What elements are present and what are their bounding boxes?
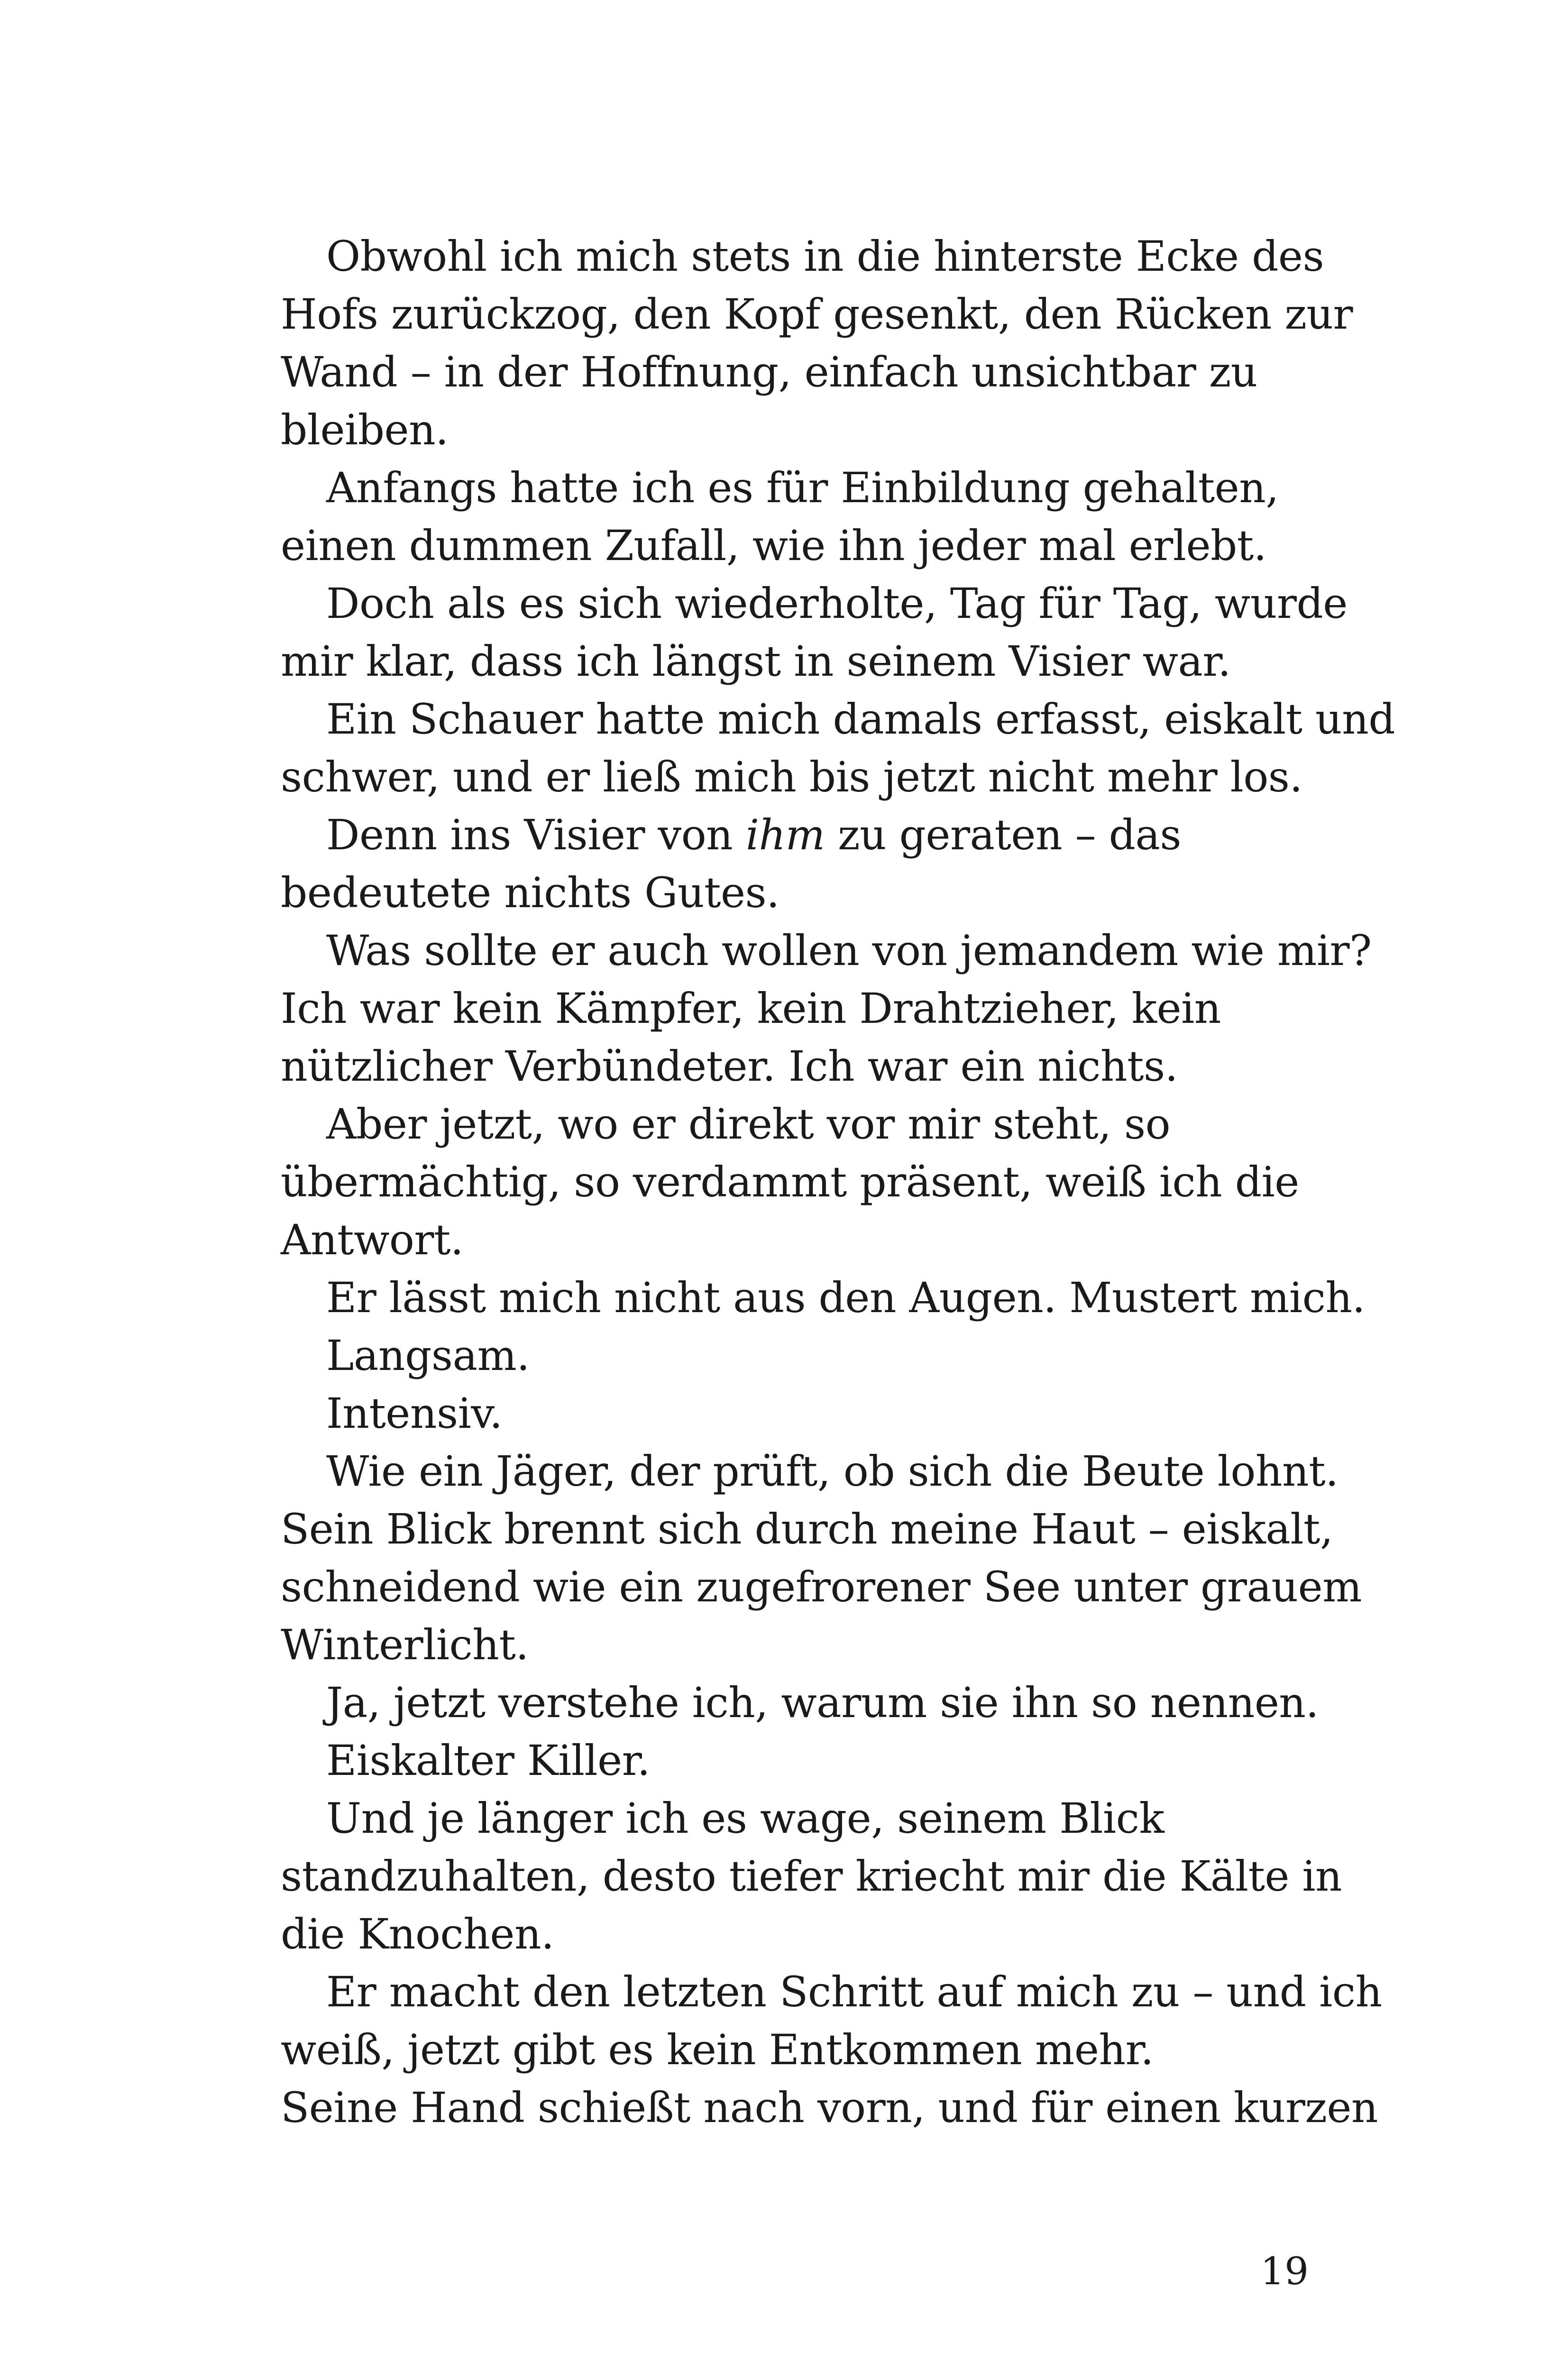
text-line: [281, 1847, 1385, 1905]
text-line: [281, 1153, 1385, 1211]
text-segment: Wand – in der Hoffnung, einfach unsichtbar zu: [281, 348, 1257, 396]
body-text: [281, 228, 1395, 2137]
text-segment: bedeutete nichts Gutes.: [281, 868, 779, 917]
text-segment: standzuhalten, desto tiefer kriecht mir die Kälte in: [281, 1852, 1342, 1901]
text-segment: Ich war kein Kämpfer, kein Drahtzieher, kein: [281, 984, 1221, 1033]
text-segment: weiß, jetzt gibt es kein Entkommen mehr.: [281, 2025, 1154, 2074]
text-segment: Ja, jetzt verstehe ich, warum sie ihn so nennen.: [326, 1678, 1319, 1727]
text-segment: bleiben.: [281, 405, 449, 454]
text-segment: Denn ins Visier von: [326, 810, 746, 859]
text-line: [281, 1963, 1385, 2021]
text-line: [281, 806, 1385, 864]
text-segment: Er macht den letzten Schritt auf mich zu – und ich: [326, 1967, 1382, 2016]
text-segment: Anfangs hatte ich es für Einbildung gehalten,: [326, 463, 1279, 512]
text-line: [281, 459, 1385, 517]
text-segment: zu geraten – das: [825, 810, 1182, 859]
text-segment: Winterlicht.: [281, 1620, 529, 1669]
text-line: [281, 864, 1385, 922]
text-line: [281, 1732, 1385, 1790]
text-segment: Antwort.: [281, 1215, 464, 1264]
text-line: [281, 1558, 1385, 1616]
text-line: [281, 1095, 1385, 1153]
text-line: [281, 1443, 1385, 1500]
text-segment: Eiskalter Killer.: [326, 1736, 651, 1785]
text-segment: Intensiv.: [326, 1389, 503, 1438]
text-segment: nützlicher Verbündeter. Ich war ein nichts.: [281, 1042, 1178, 1091]
text-segment: Sein Blick brennt sich durch meine Haut – eiskalt,: [281, 1505, 1333, 1553]
text-line: [281, 1674, 1385, 1732]
text-line: [281, 517, 1385, 575]
text-segment: schneidend wie ein zugefrorener See unter grauem: [281, 1562, 1362, 1611]
text-line: [281, 980, 1385, 1038]
text-line: [281, 1790, 1385, 1847]
text-segment: mir klar, dass ich längst in seinem Visier war.: [281, 637, 1231, 686]
italic-text: ihm: [745, 810, 825, 859]
text-line: [281, 1038, 1385, 1095]
text-segment: Seine Hand schießt nach vorn, und für einen kurzen: [281, 2083, 1378, 2132]
text-line: [281, 575, 1385, 633]
text-segment: Aber jetzt, wo er direkt vor mir steht, so: [326, 1100, 1171, 1149]
text-segment: Wie ein Jäger, der prüft, ob sich die Beute lohnt.: [326, 1447, 1339, 1496]
text-segment: die Knochen.: [281, 1910, 554, 1958]
text-line: [281, 401, 1385, 459]
text-line: [281, 1500, 1385, 1558]
text-segment: Was sollte er auch wollen von jemandem wie mir?: [326, 926, 1372, 975]
text-line: [281, 1211, 1385, 1269]
text-line: [281, 922, 1385, 980]
text-segment: Hofs zurückzog, den Kopf gesenkt, den Rücken zur: [281, 290, 1353, 339]
text-segment: Langsam.: [326, 1331, 530, 1380]
text-line: [281, 1327, 1385, 1385]
text-line: [281, 2079, 1385, 2137]
page-number: 19: [1260, 2249, 1309, 2293]
text-segment: Und je länger ich es wage, seinem Blick: [326, 1794, 1165, 1843]
text-line: [281, 690, 1395, 748]
text-segment: übermächtig, so verdammt präsent, weiß ich die: [281, 1158, 1299, 1206]
text-segment: Doch als es sich wiederholte, Tag für Tag, wurde: [326, 579, 1348, 628]
text-line: [281, 343, 1385, 401]
text-segment: Obwohl ich mich stets in die hinterste Ecke des: [326, 232, 1324, 281]
text-line: [281, 228, 1385, 285]
text-line: [281, 1269, 1385, 1327]
text-line: [281, 633, 1385, 690]
text-line: [281, 1905, 1385, 1963]
text-segment: Ein Schauer hatte mich damals erfasst, eiskalt und: [326, 695, 1395, 744]
text-line: [281, 285, 1385, 343]
text-segment: einen dummen Zufall, wie ihn jeder mal erlebt.: [281, 521, 1267, 570]
text-line: [281, 2021, 1385, 2079]
text-segment: schwer, und er ließ mich bis jetzt nicht mehr los.: [281, 753, 1302, 801]
text-segment: Er lässt mich nicht aus den Augen. Mustert mich.: [326, 1273, 1366, 1322]
text-line: [281, 748, 1385, 806]
text-line: [281, 1385, 1385, 1443]
text-line: [281, 1616, 1385, 1674]
